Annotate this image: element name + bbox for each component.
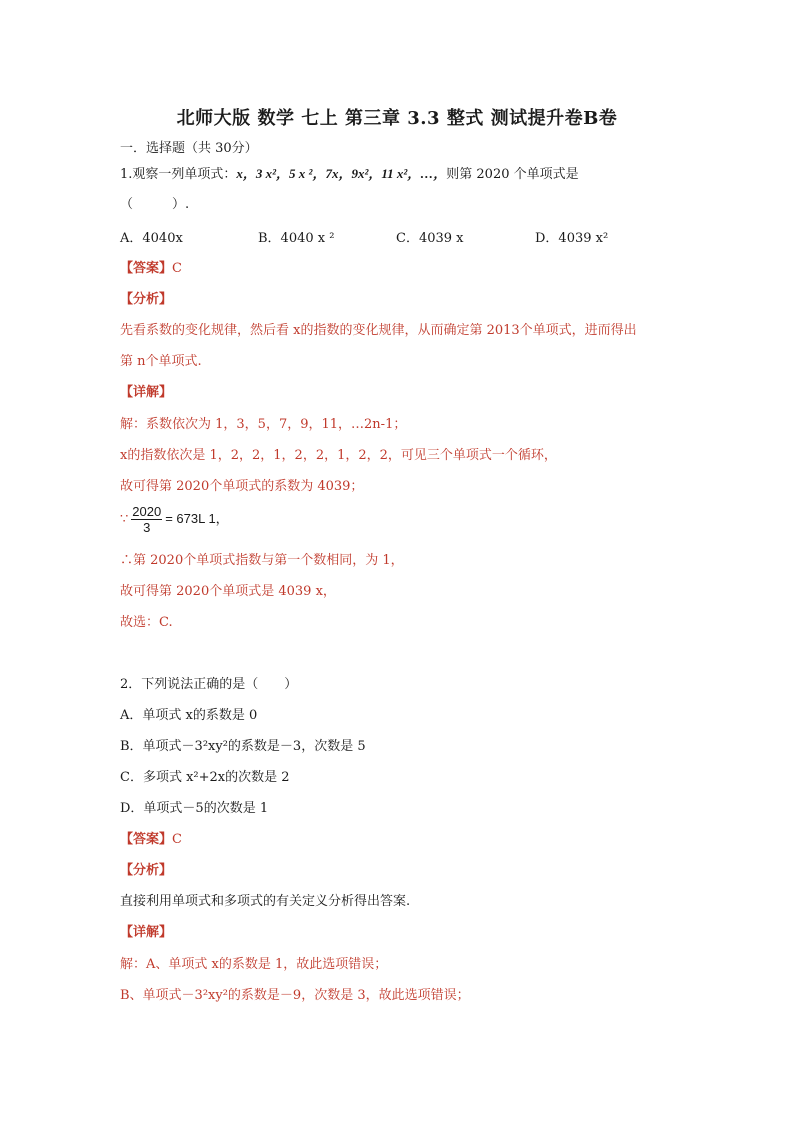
q1-answer [120, 261, 182, 277]
q1-analysis-label: 【分析】 [120, 292, 173, 307]
q1-stem-terms: x，3 x²，5 x ²，7x，9x²，11 x²，…， [236, 166, 447, 181]
q1-detail-line-2: x的指数依次是 1，2，2，1，2，2，1，2，2，可见三个单项式一个循环， [120, 448, 557, 463]
q1-option-d: D．4039 x² [535, 231, 609, 246]
q1-option-b: B．4040 x ² [258, 231, 335, 246]
q2-option-a: A．单项式 x的系数是 0 [120, 708, 258, 723]
q1-because-symbol: ∵ [120, 512, 129, 527]
q1-detail-line-1: 解：系数依次为 1，3，5，7，9，11，…2n-1； [120, 417, 407, 432]
q1-analysis-line-1: 先看系数的变化规律，然后看 x的指数的变化规律，从而确定第 2013个单项式，进而得出 [120, 323, 637, 338]
page-title: 北师大版 数学 七上 第三章 3.3 整式 测试提升卷B卷 [176, 108, 618, 129]
q2-stem: 2．下列说法正确的是（ ） [120, 677, 298, 692]
q2-option-d: D．单项式－5的次数是 1 [120, 801, 269, 816]
q1-detail-line-6: 故可得第 2020个单项式是 4039 x， [120, 584, 336, 599]
q2-answer-value: C [172, 832, 182, 847]
q2-option-b: B．单项式－3²xy²的系数是－3，次数是 5 [120, 739, 366, 754]
q1-fraction [131, 504, 162, 535]
q2-analysis-line-1: 直接利用单项式和多项式的有关定义分析得出答案. [120, 894, 411, 909]
q1-option-a: A．4040x [120, 231, 183, 246]
q1-fraction-numerator: 2020 [132, 504, 162, 519]
q2-answer [120, 832, 182, 848]
q2-answer-label: 【答案】 [120, 832, 173, 847]
q1-fraction-denominator: 3 [143, 520, 151, 535]
q1-stem-line-1 [120, 166, 579, 183]
q1-stem-line-2: （ ）. [120, 197, 190, 212]
q1-analysis-line-2: 第 n个单项式. [120, 354, 202, 369]
q2-option-c: C．多项式 x²+2x的次数是 2 [120, 770, 290, 785]
q2-detail-line-2: B、单项式－3²xy²的系数是－9，次数是 3，故此选项错误； [120, 988, 470, 1003]
q1-answer-label: 【答案】 [120, 261, 173, 276]
q2-detail-line-1: 解：A、单项式 x的系数是 1，故此选项错误； [120, 957, 388, 972]
q2-analysis-label: 【分析】 [120, 863, 173, 878]
q1-detail-line-3: 故可得第 2020个单项式的系数为 4039； [120, 479, 364, 494]
q1-option-c: C．4039 x [396, 231, 464, 246]
section-heading: 一．选择题（共 30分） [120, 141, 258, 156]
q2-detail-label: 【详解】 [120, 925, 173, 940]
q1-answer-value: C [172, 261, 182, 276]
q1-detail-line-4 [120, 502, 229, 537]
q1-stem-a: 1.观察一列单项式： [120, 167, 237, 182]
q1-detail-line-5: ∴第 2020个单项式指数与第一个数相同，为 1， [120, 553, 404, 568]
q1-fraction-result: = 673L 1， [165, 511, 229, 526]
q1-detail-line-7: 故选：C. [120, 615, 173, 630]
q1-detail-label: 【详解】 [120, 385, 173, 400]
q1-stem-b: 则第 2020 个单项式是 [446, 167, 579, 182]
